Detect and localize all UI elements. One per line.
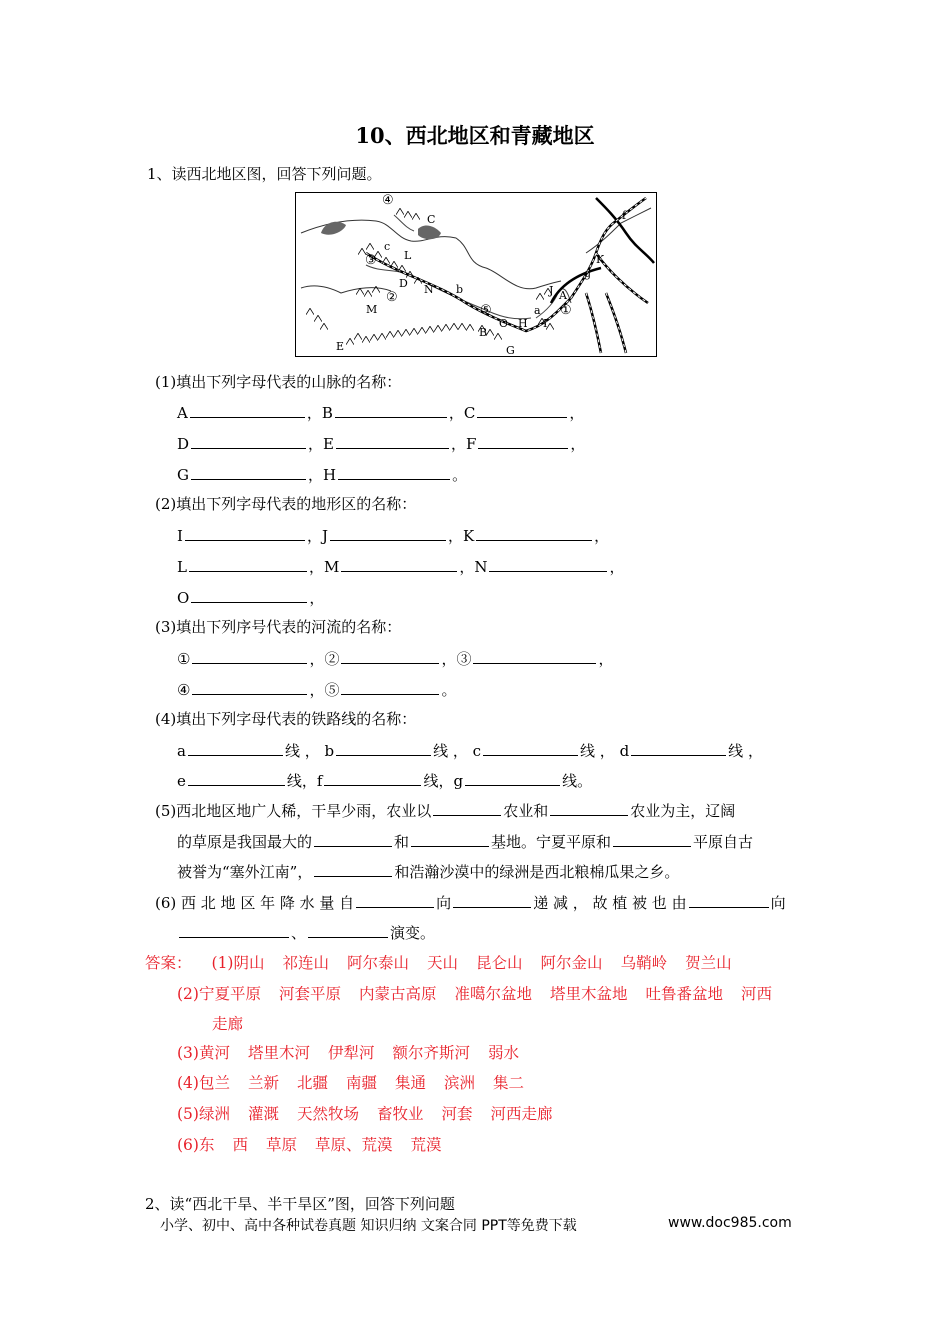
answer-line-4 <box>177 1071 524 1093</box>
part-5-line-2: 的草原是我国最大的 和 基地。宁夏平原和 平原自古 <box>177 830 753 852</box>
map-label-river-2: ② <box>386 290 398 305</box>
answer-line-6 <box>177 1133 442 1155</box>
part-3-heading: (3)填出下列序号代表的河流的名称： <box>155 618 402 636</box>
map-label-K: K <box>596 253 605 266</box>
answer-blank[interactable] <box>190 401 305 418</box>
answer-item: (2)宁夏平原 <box>177 985 261 1003</box>
answer-blank[interactable] <box>336 432 449 449</box>
map-label-I: I <box>543 317 548 330</box>
part-4-line-2: e 线，f 线，g 线。 <box>177 769 592 791</box>
answer-blank[interactable] <box>314 830 392 847</box>
answer-item: (3)黄河 <box>177 1044 230 1062</box>
answer-item: 阿尔金山 <box>540 954 603 972</box>
answer-blank[interactable] <box>308 921 388 938</box>
answer-blank[interactable] <box>477 401 567 418</box>
answer-item: 西 <box>232 1136 248 1154</box>
answer-blank[interactable] <box>341 555 457 572</box>
answer-item: 准噶尔盆地 <box>454 985 533 1003</box>
answer-item: 滨洲 <box>444 1074 476 1092</box>
part-3-line-1: ① ，② ，③ ， <box>177 647 614 669</box>
answer-line-5 <box>177 1102 553 1124</box>
answer-item: (6)东 <box>177 1136 215 1154</box>
part-5-line-1: (5)西北地区地广人稀，干旱少雨，农业以 农业和 农业为主，辽阔 <box>155 799 735 821</box>
answer-item: 河西 <box>741 985 773 1003</box>
answer-item: 塔里木盆地 <box>550 985 628 1003</box>
answer-item: 荒漠 <box>410 1136 442 1154</box>
answer-blank[interactable] <box>411 830 489 847</box>
map-label-river-3: ③ <box>365 253 377 268</box>
answer-blank[interactable] <box>191 586 307 603</box>
map-label-river-1: ① <box>560 303 572 318</box>
map-label-N: N <box>424 283 434 296</box>
answer-blank[interactable] <box>465 769 560 786</box>
answer-line-3 <box>177 1041 519 1063</box>
part-6-line-1: (6) 西 北 地 区 年 降 水 量 自 向 递 减 ， 故 植 被 也 由 向 <box>155 891 786 913</box>
answer-blank[interactable] <box>335 401 447 418</box>
answer-blank[interactable] <box>483 739 578 756</box>
map-label-D: D <box>399 277 408 290</box>
map-label-river-5: ⑤ <box>480 303 492 318</box>
answer-item: (4)包兰 <box>177 1074 230 1092</box>
map-label-E: E <box>336 340 345 353</box>
answer-item: 昆仑山 <box>476 954 523 972</box>
answer-item: 兰新 <box>247 1074 279 1092</box>
answer-item: 南疆 <box>346 1074 378 1092</box>
answer-blank[interactable] <box>188 739 283 756</box>
answer-blank[interactable] <box>191 463 306 480</box>
page-title: 10、西北地区和青藏地区 <box>355 123 595 148</box>
answer-blank[interactable] <box>338 463 450 480</box>
answer-blank[interactable] <box>453 891 531 908</box>
footer-text: 小学、初中、高中各种试卷真题 知识归纳 文案合同 PPT等免费下载 <box>160 1218 577 1234</box>
part-1-heading: (1)填出下列字母代表的山脉的名称： <box>155 373 402 391</box>
question-2-stem: 2、读“西北干旱、半干旱区”图，回答下列问题 <box>145 1195 455 1213</box>
answer-blank[interactable] <box>179 921 289 938</box>
answer-blank[interactable] <box>189 555 307 572</box>
answer-blank[interactable] <box>433 799 501 816</box>
footer-url[interactable]: www.doc985.com <box>668 1215 792 1231</box>
answer-item: 天山 <box>427 954 459 972</box>
answer-item: 畜牧业 <box>377 1105 424 1123</box>
answer-item: 额尔齐斯河 <box>392 1044 471 1062</box>
answer-item: 北疆 <box>296 1074 328 1092</box>
answer-item: 弱水 <box>488 1044 520 1062</box>
map-label-c: c <box>384 240 391 253</box>
answer-item: 河西走廊 <box>490 1105 553 1123</box>
answer-blank[interactable] <box>356 891 434 908</box>
part-1-line-2: D ，E ，F ， <box>177 432 585 454</box>
answer-item: 草原 <box>265 1136 297 1154</box>
answer-blank[interactable] <box>613 830 691 847</box>
northwest-region-map <box>295 192 657 357</box>
answer-blank[interactable] <box>324 769 421 786</box>
map-label-H: H <box>518 317 528 330</box>
answer-blank[interactable] <box>192 647 307 664</box>
answer-blank[interactable] <box>489 555 607 572</box>
part-5-line-3: 被誉为“塞外江南”， 和浩瀚沙漠中的绿洲是西北粮棉瓜果之乡。 <box>177 860 679 882</box>
answer-blank[interactable] <box>188 769 285 786</box>
answer-blank[interactable] <box>314 860 392 877</box>
map-label-C: C <box>427 213 436 226</box>
part-2-line-2: L ，M ，N ， <box>177 555 624 577</box>
map-label-O: O <box>499 317 509 330</box>
answer-blank[interactable] <box>341 647 439 664</box>
answer-blank[interactable] <box>336 739 431 756</box>
map-label-M: M <box>366 303 378 316</box>
answer-item: 内蒙古高原 <box>358 985 437 1003</box>
answer-item: 集二 <box>493 1074 525 1092</box>
answer-item: 草原、荒漠 <box>315 1136 393 1154</box>
answer-item: 伊犁河 <box>327 1044 375 1062</box>
answer-blank[interactable] <box>473 647 596 664</box>
answer-blank[interactable] <box>476 524 592 541</box>
answer-blank[interactable] <box>341 678 439 695</box>
part-2-line-3: O ， <box>177 586 324 608</box>
part-6-line-2: 、 演变。 <box>177 921 435 943</box>
answer-blank[interactable] <box>330 524 446 541</box>
map-label-J: J <box>549 284 554 297</box>
map-label-a: a <box>534 304 541 317</box>
part-4-line-1: a 线 ， b 线 ， c 线 ， d 线 ， <box>177 739 763 761</box>
answer-blank[interactable] <box>550 799 628 816</box>
answer-item: (5)绿洲 <box>177 1105 230 1123</box>
answer-blank[interactable] <box>689 891 769 908</box>
map-drawing <box>296 193 656 356</box>
answer-item: 塔里木河 <box>247 1044 310 1062</box>
part-4-heading: (4)填出下列字母代表的铁路线的名称： <box>155 710 417 728</box>
question-1-stem: 1、读西北地区图，回答下列问题。 <box>147 165 382 183</box>
answer-item: 天然牧场 <box>296 1105 359 1123</box>
part-2-line-1: I ，J ，K ， <box>177 524 609 546</box>
answer-item: (1)阴山 <box>211 954 265 972</box>
part-2-heading: (2)填出下列字母代表的地形区的名称： <box>155 495 417 513</box>
answer-item: 河套 <box>441 1105 473 1123</box>
answer-line-2 <box>177 982 772 1004</box>
part-1-line-3: G ，H 。 <box>177 463 467 485</box>
answer-blank[interactable] <box>478 432 568 449</box>
answer-item: 贺兰山 <box>685 954 732 972</box>
map-label-f: f <box>622 209 627 222</box>
map-label-B: B <box>479 326 488 339</box>
map-label-A: A <box>559 289 567 302</box>
map-label-L: L <box>404 249 412 262</box>
map-label-g: g <box>584 267 592 280</box>
answer-item: 祁连山 <box>282 954 329 972</box>
answer-item: 灌溉 <box>247 1105 279 1123</box>
answer-item: 阿尔泰山 <box>347 954 410 972</box>
answer-item: 河套平原 <box>278 985 341 1003</box>
answer-blank[interactable] <box>631 739 726 756</box>
map-label-b: b <box>456 283 464 296</box>
map-label-river-4: ④ <box>382 193 394 208</box>
answer-item: 集通 <box>395 1074 427 1092</box>
answer-blank[interactable] <box>192 678 307 695</box>
answer-blank[interactable] <box>191 432 306 449</box>
answer-item: 吐鲁番盆地 <box>645 985 724 1003</box>
answer-line-2-cont: 走廊 <box>212 1015 244 1033</box>
answer-line-1: 答案： (1)阴山 祁连山 阿尔泰山 天山 昆仑山 阿尔金山 乌鞘岭 贺兰山 <box>145 954 732 972</box>
answer-item: 乌鞘岭 <box>620 954 668 972</box>
answer-blank[interactable] <box>185 524 305 541</box>
map-label-G: G <box>506 344 515 357</box>
part-1-line-1: A ，B ，C ， <box>177 401 584 423</box>
part-3-line-2: ④ ，⑤ 。 <box>177 678 456 700</box>
